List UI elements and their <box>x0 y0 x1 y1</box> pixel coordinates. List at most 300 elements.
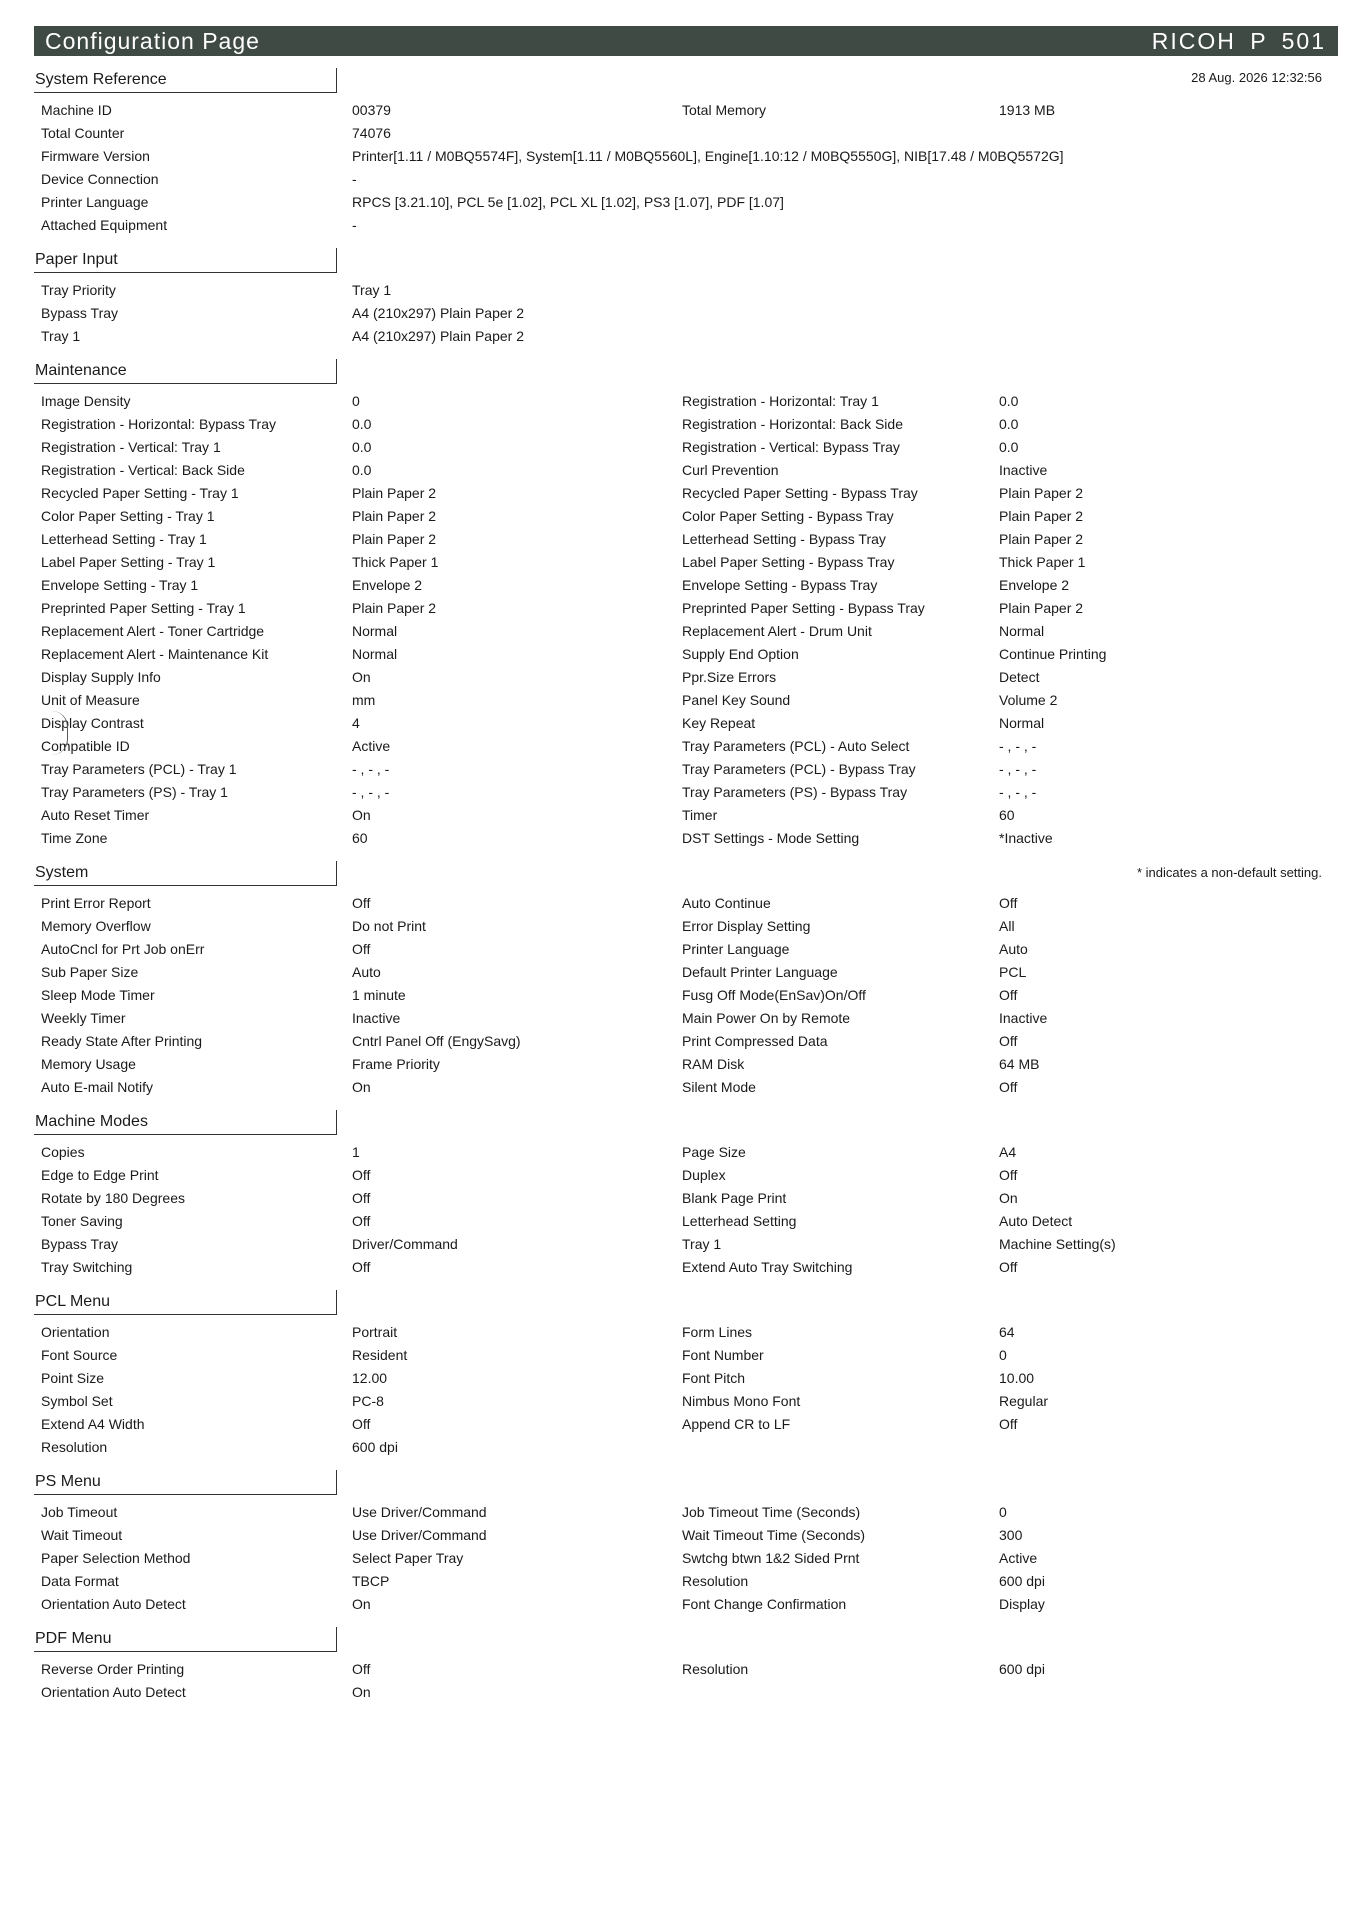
setting-label: Printer Language <box>41 194 149 210</box>
setting-value: Frame Priority <box>352 1056 440 1072</box>
setting-value: On <box>352 807 371 823</box>
setting-label-right: Key Repeat <box>682 715 756 731</box>
setting-value-right: Envelope 2 <box>999 577 1070 593</box>
setting-label: Attached Equipment <box>41 217 168 233</box>
section-system <box>34 861 1358 1099</box>
setting-row <box>34 1141 1358 1164</box>
setting-row <box>34 528 1358 551</box>
setting-row <box>34 1030 1358 1053</box>
setting-label-right: Error Display Setting <box>682 918 811 934</box>
setting-row <box>34 574 1358 597</box>
rows-system <box>34 892 1358 1099</box>
setting-value: 60 <box>352 830 368 846</box>
setting-value-right: A4 <box>999 1144 1017 1160</box>
setting-value-right <box>999 279 1299 302</box>
setting-value: On <box>352 1684 371 1700</box>
section-system-reference <box>34 68 1358 237</box>
setting-label-right: Tray Parameters (PCL) - Bypass Tray <box>682 761 916 777</box>
setting-label-right: Printer Language <box>682 941 790 957</box>
setting-label-right <box>682 1681 999 1704</box>
setting-label-right: Swtchg btwn 1&2 Sided Prnt <box>682 1550 860 1566</box>
setting-value: Off <box>352 1190 371 1206</box>
setting-value-right: 60 <box>999 807 1015 823</box>
setting-label-right: Registration - Horizontal: Tray 1 <box>682 393 879 409</box>
setting-label-right: Job Timeout Time (Seconds) <box>682 1504 861 1520</box>
setting-row <box>34 99 1358 122</box>
setting-value: 1 minute <box>352 987 406 1003</box>
setting-row <box>34 1164 1358 1187</box>
setting-label-right: Supply End Option <box>682 646 799 662</box>
setting-label: Bypass Tray <box>41 1236 119 1252</box>
setting-value: TBCP <box>352 1573 390 1589</box>
setting-label: Device Connection <box>41 171 159 187</box>
section-pcl-menu <box>34 1290 1358 1459</box>
setting-row <box>34 1233 1358 1256</box>
setting-value: Printer[1.11 / M0BQ5574F], System[1.11 / M0BQ5560L], Engine[1.10:12 / M0BQ5550G], NIB[17.48 / M0BQ5572G] <box>352 148 1064 164</box>
setting-label: Memory Overflow <box>41 918 151 934</box>
setting-label: Paper Selection Method <box>41 1550 191 1566</box>
section-ps-menu <box>34 1470 1358 1616</box>
setting-label: Display Contrast <box>41 715 144 731</box>
setting-row <box>34 459 1358 482</box>
setting-row <box>34 1367 1358 1390</box>
setting-label: Tray Parameters (PS) - Tray 1 <box>41 784 228 800</box>
setting-value: - <box>352 171 357 187</box>
setting-label: Data Format <box>41 1573 119 1589</box>
setting-label: Total Counter <box>41 125 125 141</box>
setting-value: Plain Paper 2 <box>352 508 437 524</box>
setting-label-right <box>682 279 999 302</box>
setting-row <box>34 735 1358 758</box>
setting-value-right: Inactive <box>999 462 1048 478</box>
setting-value: Thick Paper 1 <box>352 554 439 570</box>
setting-label-right: Form Lines <box>682 1324 753 1340</box>
setting-value: Use Driver/Command <box>352 1527 487 1543</box>
setting-label-right: Ppr.Size Errors <box>682 669 777 685</box>
setting-row-wide <box>34 168 1358 191</box>
setting-value: 00379 <box>352 102 391 118</box>
setting-label-right: Blank Page Print <box>682 1190 787 1206</box>
section-machine-modes <box>34 1110 1358 1279</box>
setting-label: Extend A4 Width <box>41 1416 145 1432</box>
setting-value-right: Plain Paper 2 <box>999 508 1084 524</box>
setting-value: Envelope 2 <box>352 577 423 593</box>
setting-row <box>34 1436 1358 1459</box>
setting-value-right: Plain Paper 2 <box>999 600 1084 616</box>
setting-value-right: Plain Paper 2 <box>999 531 1084 547</box>
setting-row <box>34 827 1358 850</box>
setting-label: Color Paper Setting - Tray 1 <box>41 508 215 524</box>
setting-value: 1 <box>352 1144 360 1160</box>
setting-row <box>34 1210 1358 1233</box>
setting-value-right: 64 <box>999 1324 1015 1340</box>
setting-label: Auto E-mail Notify <box>41 1079 154 1095</box>
setting-row <box>34 122 1358 145</box>
rows-paper-input <box>34 279 1358 348</box>
setting-value: Plain Paper 2 <box>352 531 437 547</box>
setting-value: 600 dpi <box>352 1439 398 1455</box>
section-title: System <box>34 861 337 886</box>
setting-row <box>34 1570 1358 1593</box>
setting-label-right: Font Change Confirmation <box>682 1596 847 1612</box>
setting-value: PC-8 <box>352 1393 384 1409</box>
setting-row <box>34 482 1358 505</box>
setting-label: Font Source <box>41 1347 118 1363</box>
setting-value-right: - , - , - <box>999 784 1037 800</box>
setting-value: 0 <box>352 393 360 409</box>
setting-row <box>34 1076 1358 1099</box>
section-title: Paper Input <box>34 248 337 273</box>
setting-value-right: Off <box>999 1167 1018 1183</box>
setting-row <box>34 984 1358 1007</box>
setting-label: Resolution <box>41 1439 108 1455</box>
section-pdf-menu <box>34 1627 1358 1704</box>
setting-label: Print Error Report <box>41 895 151 911</box>
printer-model: RICOH P 501 <box>1151 27 1326 54</box>
setting-label-right: Curl Prevention <box>682 462 779 478</box>
setting-row <box>34 1681 1358 1704</box>
setting-label-right: Color Paper Setting - Bypass Tray <box>682 508 894 524</box>
setting-row <box>34 892 1358 915</box>
setting-label: Display Supply Info <box>41 669 161 685</box>
setting-value-right: Off <box>999 1033 1018 1049</box>
setting-value: Resident <box>352 1347 408 1363</box>
setting-value-right: Continue Printing <box>999 646 1107 662</box>
setting-label-right: Resolution <box>682 1573 749 1589</box>
section-paper-input <box>34 248 1358 348</box>
setting-value-right: Display <box>999 1596 1045 1612</box>
setting-label: Registration - Vertical: Back Side <box>41 462 245 478</box>
setting-value-right: Off <box>999 987 1018 1003</box>
setting-value: - , - , - <box>352 784 390 800</box>
setting-row <box>34 1658 1358 1681</box>
setting-label-right: Timer <box>682 807 718 823</box>
setting-label: Replacement Alert - Toner Cartridge <box>41 623 265 639</box>
setting-value: Tray 1 <box>352 282 392 298</box>
setting-row-wide <box>34 214 1358 237</box>
section-title: Machine Modes <box>34 1110 337 1135</box>
setting-label: Sub Paper Size <box>41 964 139 980</box>
setting-row <box>34 302 1358 325</box>
setting-row <box>34 781 1358 804</box>
section-title: PS Menu <box>34 1470 337 1495</box>
setting-row <box>34 413 1358 436</box>
setting-label-right: Registration - Vertical: Bypass Tray <box>682 439 900 455</box>
setting-value: Off <box>352 1661 371 1677</box>
setting-value-right: Regular <box>999 1393 1049 1409</box>
setting-value: Plain Paper 2 <box>352 485 437 501</box>
setting-value: - <box>352 217 357 233</box>
setting-value-right: 600 dpi <box>999 1661 1045 1677</box>
setting-value: Select Paper Tray <box>352 1550 464 1566</box>
rows-machine-modes <box>34 1141 1358 1279</box>
setting-label: Bypass Tray <box>41 305 119 321</box>
setting-label: Preprinted Paper Setting - Tray 1 <box>41 600 246 616</box>
setting-value-right: Machine Setting(s) <box>999 1236 1116 1252</box>
setting-value: Use Driver/Command <box>352 1504 487 1520</box>
setting-label: Point Size <box>41 1370 105 1386</box>
setting-value-right <box>999 1681 1299 1704</box>
setting-value: Off <box>352 1167 371 1183</box>
setting-label: AutoCncl for Prt Job onErr <box>41 941 205 957</box>
setting-label: Compatible ID <box>41 738 130 754</box>
setting-value: A4 (210x297) Plain Paper 2 <box>352 305 524 321</box>
setting-value: Normal <box>352 646 398 662</box>
non-default-note: * indicates a non-default setting. <box>1136 865 1322 880</box>
setting-label: Machine ID <box>41 102 112 118</box>
setting-label-right: Tray Parameters (PCL) - Auto Select <box>682 738 910 754</box>
setting-row <box>34 1501 1358 1524</box>
setting-label-right: Letterhead Setting - Bypass Tray <box>682 531 886 547</box>
setting-label: Toner Saving <box>41 1213 123 1229</box>
setting-value-right: 1913 MB <box>999 102 1056 118</box>
setting-value-right: Off <box>999 1079 1018 1095</box>
section-maintenance <box>34 359 1358 850</box>
setting-label: Auto Reset Timer <box>41 807 150 823</box>
setting-row <box>34 1187 1358 1210</box>
setting-value-right: PCL <box>999 964 1027 980</box>
setting-value: On <box>352 669 371 685</box>
setting-label: Tray Switching <box>41 1259 133 1275</box>
setting-label-right: Total Memory <box>682 102 767 118</box>
rows-pcl-menu <box>34 1321 1358 1459</box>
setting-value: On <box>352 1596 371 1612</box>
setting-label-right: Default Printer Language <box>682 964 838 980</box>
setting-value: mm <box>352 692 376 708</box>
setting-row <box>34 1256 1358 1279</box>
setting-value-right: - , - , - <box>999 738 1037 754</box>
setting-label: Registration - Horizontal: Bypass Tray <box>41 416 276 432</box>
setting-label-right: Duplex <box>682 1167 726 1183</box>
setting-value-right <box>999 122 1299 145</box>
setting-label: Tray Priority <box>41 282 116 298</box>
setting-label: Registration - Vertical: Tray 1 <box>41 439 221 455</box>
setting-row <box>34 279 1358 302</box>
setting-row <box>34 643 1358 666</box>
setting-label-right: Letterhead Setting <box>682 1213 797 1229</box>
setting-label: Time Zone <box>41 830 108 846</box>
setting-value-right: 0.0 <box>999 439 1019 455</box>
setting-row <box>34 1321 1358 1344</box>
setting-row <box>34 436 1358 459</box>
setting-row <box>34 551 1358 574</box>
setting-label-right <box>682 1436 999 1459</box>
setting-value-right: 600 dpi <box>999 1573 1045 1589</box>
setting-label-right: Font Pitch <box>682 1370 746 1386</box>
setting-value: A4 (210x297) Plain Paper 2 <box>352 328 524 344</box>
setting-label: Tray Parameters (PCL) - Tray 1 <box>41 761 237 777</box>
setting-label: Unit of Measure <box>41 692 140 708</box>
setting-value-right <box>999 325 1299 348</box>
setting-label-right: Append CR to LF <box>682 1416 791 1432</box>
setting-label-right <box>682 325 999 348</box>
setting-label-right: Nimbus Mono Font <box>682 1393 801 1409</box>
setting-value: 0.0 <box>352 439 372 455</box>
setting-value: Driver/Command <box>352 1236 458 1252</box>
setting-label: Image Density <box>41 393 131 409</box>
setting-value-right: 0.0 <box>999 393 1019 409</box>
setting-label-right: Label Paper Setting - Bypass Tray <box>682 554 895 570</box>
setting-label: Symbol Set <box>41 1393 113 1409</box>
setting-value-right <box>999 1436 1299 1459</box>
setting-row <box>34 689 1358 712</box>
setting-value: Portrait <box>352 1324 398 1340</box>
rows-ps-menu <box>34 1501 1358 1616</box>
setting-value: Cntrl Panel Off (EngySavg) <box>352 1033 521 1049</box>
setting-value-right: 0 <box>999 1504 1007 1520</box>
setting-value-right: Volume 2 <box>999 692 1058 708</box>
setting-label: Letterhead Setting - Tray 1 <box>41 531 207 547</box>
setting-value-right: On <box>999 1190 1018 1206</box>
setting-label: Memory Usage <box>41 1056 136 1072</box>
setting-value-right: 10.00 <box>999 1370 1035 1386</box>
setting-label-right: Resolution <box>682 1661 749 1677</box>
setting-value: 0.0 <box>352 416 372 432</box>
setting-value-right: Normal <box>999 715 1045 731</box>
section-title: PDF Menu <box>34 1627 337 1652</box>
setting-value: Off <box>352 1213 371 1229</box>
setting-row <box>34 1053 1358 1076</box>
setting-row <box>34 1593 1358 1616</box>
setting-label-right: Fusg Off Mode(EnSav)On/Off <box>682 987 866 1003</box>
setting-value-right: - , - , - <box>999 761 1037 777</box>
setting-label: Wait Timeout <box>41 1527 123 1543</box>
setting-value: Plain Paper 2 <box>352 600 437 616</box>
setting-label-right: Main Power On by Remote <box>682 1010 851 1026</box>
setting-label-right: Panel Key Sound <box>682 692 791 708</box>
setting-value-right: Inactive <box>999 1010 1048 1026</box>
setting-label: Tray 1 <box>41 328 81 344</box>
setting-row <box>34 325 1358 348</box>
setting-label: Orientation <box>41 1324 110 1340</box>
setting-label-right: Tray Parameters (PS) - Bypass Tray <box>682 784 908 800</box>
setting-row <box>34 505 1358 528</box>
section-title: Maintenance <box>34 359 337 384</box>
setting-label-right: Preprinted Paper Setting - Bypass Tray <box>682 600 925 616</box>
setting-value: Do not Print <box>352 918 426 934</box>
rows-pdf-menu <box>34 1658 1358 1704</box>
setting-value: Auto <box>352 964 381 980</box>
header-bar <box>34 26 1338 56</box>
setting-value-right: 0.0 <box>999 416 1019 432</box>
setting-row <box>34 390 1358 413</box>
setting-label-right <box>682 302 999 325</box>
setting-value-right: Off <box>999 1259 1018 1275</box>
setting-label-right: Auto Continue <box>682 895 771 911</box>
setting-label: Reverse Order Printing <box>41 1661 185 1677</box>
setting-label-right: DST Settings - Mode Setting <box>682 830 860 846</box>
setting-label-right <box>682 122 999 145</box>
setting-row <box>34 620 1358 643</box>
setting-row-wide <box>34 191 1358 214</box>
setting-label: Weekly Timer <box>41 1010 126 1026</box>
setting-value-right: Off <box>999 895 1018 911</box>
setting-value: Off <box>352 895 371 911</box>
setting-value-right: Thick Paper 1 <box>999 554 1086 570</box>
setting-value-right: 300 <box>999 1527 1023 1543</box>
setting-value-right: All <box>999 918 1015 934</box>
setting-value-right: Active <box>999 1550 1038 1566</box>
setting-label: Job Timeout <box>41 1504 118 1520</box>
setting-label-right: Replacement Alert - Drum Unit <box>682 623 872 639</box>
setting-label-right: Wait Timeout Time (Seconds) <box>682 1527 866 1543</box>
setting-label-right: Page Size <box>682 1144 746 1160</box>
setting-row <box>34 666 1358 689</box>
setting-value: RPCS [3.21.10], PCL 5e [1.02], PCL XL [1.02], PS3 [1.07], PDF [1.07] <box>352 194 784 210</box>
section-title: System Reference <box>34 68 337 93</box>
setting-value: 0.0 <box>352 462 372 478</box>
setting-label-right: Registration - Horizontal: Back Side <box>682 416 903 432</box>
setting-label-right: Print Compressed Data <box>682 1033 828 1049</box>
setting-label-right: Tray 1 <box>682 1236 722 1252</box>
setting-value-right: Plain Paper 2 <box>999 485 1084 501</box>
setting-value-right: Auto <box>999 941 1028 957</box>
setting-value: Off <box>352 1416 371 1432</box>
setting-value: Inactive <box>352 1010 401 1026</box>
setting-value: On <box>352 1079 371 1095</box>
setting-row <box>34 1007 1358 1030</box>
setting-value-right: Detect <box>999 669 1040 685</box>
setting-row-wide <box>34 145 1358 168</box>
setting-value-right <box>999 302 1299 325</box>
setting-row <box>34 1390 1358 1413</box>
setting-label: Orientation Auto Detect <box>41 1684 186 1700</box>
rows-maintenance <box>34 390 1358 850</box>
print-datetime: 28 Aug. 2026 12:32:56 <box>1191 70 1322 85</box>
setting-value: Off <box>352 941 371 957</box>
setting-label: Copies <box>41 1144 85 1160</box>
setting-label: Label Paper Setting - Tray 1 <box>41 554 216 570</box>
setting-value-right: *Inactive <box>999 830 1053 846</box>
section-title: PCL Menu <box>34 1290 337 1315</box>
setting-value-right: 64 MB <box>999 1056 1040 1072</box>
setting-value-right: Off <box>999 1416 1018 1432</box>
setting-value: Off <box>352 1259 371 1275</box>
setting-label: Firmware Version <box>41 148 150 164</box>
setting-value-right: Normal <box>999 623 1045 639</box>
setting-label-right: Font Number <box>682 1347 764 1363</box>
page-title: Configuration Page <box>45 27 260 54</box>
setting-label: Replacement Alert - Maintenance Kit <box>41 646 269 662</box>
setting-value: Normal <box>352 623 398 639</box>
setting-label-right: Silent Mode <box>682 1079 756 1095</box>
setting-row <box>34 804 1358 827</box>
setting-label-right: Envelope Setting - Bypass Tray <box>682 577 878 593</box>
setting-label: Orientation Auto Detect <box>41 1596 186 1612</box>
setting-row <box>34 915 1358 938</box>
setting-row <box>34 961 1358 984</box>
setting-label: Edge to Edge Print <box>41 1167 159 1183</box>
setting-value: 4 <box>352 715 360 731</box>
setting-row <box>34 938 1358 961</box>
setting-label-right: RAM Disk <box>682 1056 745 1072</box>
setting-value: 12.00 <box>352 1370 388 1386</box>
rows-system-reference <box>34 99 1358 237</box>
setting-label: Rotate by 180 Degrees <box>41 1190 185 1206</box>
setting-row <box>34 1524 1358 1547</box>
setting-value-right: 0 <box>999 1347 1007 1363</box>
setting-row <box>34 597 1358 620</box>
setting-value: 74076 <box>352 125 391 141</box>
setting-value: Active <box>352 738 391 754</box>
setting-row <box>34 1547 1358 1570</box>
setting-label: Envelope Setting - Tray 1 <box>41 577 199 593</box>
setting-row <box>34 1413 1358 1436</box>
setting-row <box>34 1344 1358 1367</box>
setting-label-right: Extend Auto Tray Switching <box>682 1259 853 1275</box>
setting-label: Ready State After Printing <box>41 1033 203 1049</box>
setting-value-right: Auto Detect <box>999 1213 1073 1229</box>
